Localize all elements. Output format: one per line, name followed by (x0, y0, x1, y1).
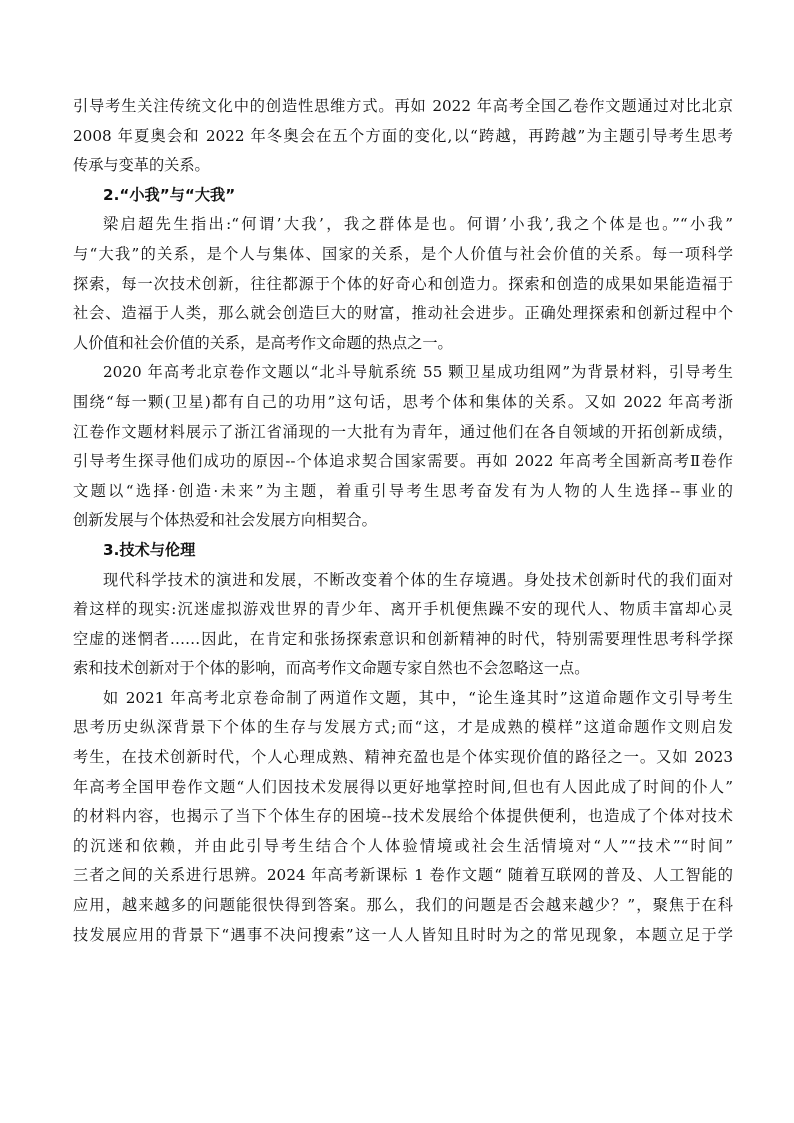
text-line: 索和技术创新对于个体的影响，而高考作文命题专家自然也不会忽略这一点。 (73, 659, 590, 678)
section-heading-2: 2.“小我”与“大我” (103, 185, 236, 204)
text-line: 应用，越来越多的问题能很快得到答案。那么，我们的问题是否会越来越少？”，聚焦于在科 (73, 896, 733, 915)
text-line: 引导考生关注传统文化中的创造性思维方式。再如 2022 年高考全国乙卷作文题通过对比北京 (73, 97, 733, 115)
text-line: 的材料内容，也揭示了当下个体生存的困境--技术发展给个体提供便利，也造成了个体对技术 (73, 807, 733, 826)
text-line: 年高考全国甲卷作文题“人们因技术发展得以更好地掌控时间,但也有人因此成了时间的仆人” (73, 777, 733, 796)
text-line: 着这样的现实:沉迷虚拟游戏世界的青少年、离开手机便焦躁不安的现代人、物质丰富却心灵 (73, 600, 733, 619)
text-line: 文题以“选择·创造·未来”为主题，着重引导考生思考奋发有为人物的人生选择--事业的 (73, 481, 733, 500)
text-line: 技发展应用的背景下“遇事不决问搜索”这一人人皆知且时时为之的常见现象，本题立足于学 (73, 925, 733, 944)
text-line: 传承与变革的关系。 (73, 156, 210, 175)
text-line: 社会、造福于人类，那么就会创造巨大的财富，推动社会进步。正确处理探索和创新过程中个 (73, 304, 733, 323)
text-line: 2008 年夏奥会和 2022 年冬奥会在五个方面的变化,以“跨越，再跨越”为主题引导考生思考 (73, 126, 733, 145)
section-heading-3: 3.技术与伦理 (103, 540, 196, 559)
text-line: 创新发展与个体热爱和社会发展方向相契合。 (73, 511, 377, 530)
text-line: 引导考生探寻他们成功的原因--个体追求契合国家需要。再如 2022 年高考全国新高考Ⅱ卷作 (73, 452, 733, 471)
text-line: 梁启超先生指出:“何谓’大我’，我之群体是也。何谓’小我’,我之个体是也。”“小我” (103, 215, 733, 234)
text-line: 的沉迷和依赖，并由此引导考生结合个人体验情境或社会生活情境对“人”“技术”“时间” (73, 836, 733, 855)
text-line: 人价值和社会价值的关系，是高考作文命题的热点之一。 (73, 333, 453, 352)
text-line: 围绕“每一颗(卫星)都有自己的功用”这句话，思考个体和集体的关系。又如 2022 年高考浙 (73, 392, 733, 411)
text-line: 考生，在技术创新时代，个人心理成熟、精神充盈也是个体实现价值的路径之一。又如 2023 (73, 748, 733, 767)
text-line: 思考历史纵深背景下个体的生存与发展方式;而“这，才是成熟的模样”这道命题作文则启发 (73, 718, 733, 737)
text-line: 2020 年高考北京卷作文题以“北斗导航系统 55 颗卫星成功组网”为背景材料，引导考生 (103, 363, 733, 382)
text-line: 如 2021 年高考北京卷命制了两道作文题，其中，“论生逢其时”这道命题作文引导考生 (103, 688, 733, 707)
document-body (73, 92, 733, 950)
text-line: 探索，每一次技术创新，往往都源于个体的好奇心和创造力。探索和创造的成果如果能造福于 (73, 274, 733, 293)
text-line: 空虚的迷惘者……因此，在肯定和张扬探索意识和创新精神的时代，特别需要理性思考科学探 (73, 629, 733, 648)
text-line: 江卷作文题材料展示了浙江省涌现的一大批有为青年，通过他们在各自领域的开拓创新成绩， (73, 422, 733, 441)
text-line: 与“大我”的关系，是个人与集体、国家的关系，是个人价值与社会价值的关系。每一项科学 (73, 244, 733, 263)
text-line: 三者之间的关系进行思辨。2024 年高考新课标 1 卷作文题“ 随着互联网的普及、人工智能的 (73, 866, 733, 885)
text-line: 现代科学技术的演进和发展，不断改变着个体的生存境遇。身处技术创新时代的我们面对 (103, 570, 733, 589)
